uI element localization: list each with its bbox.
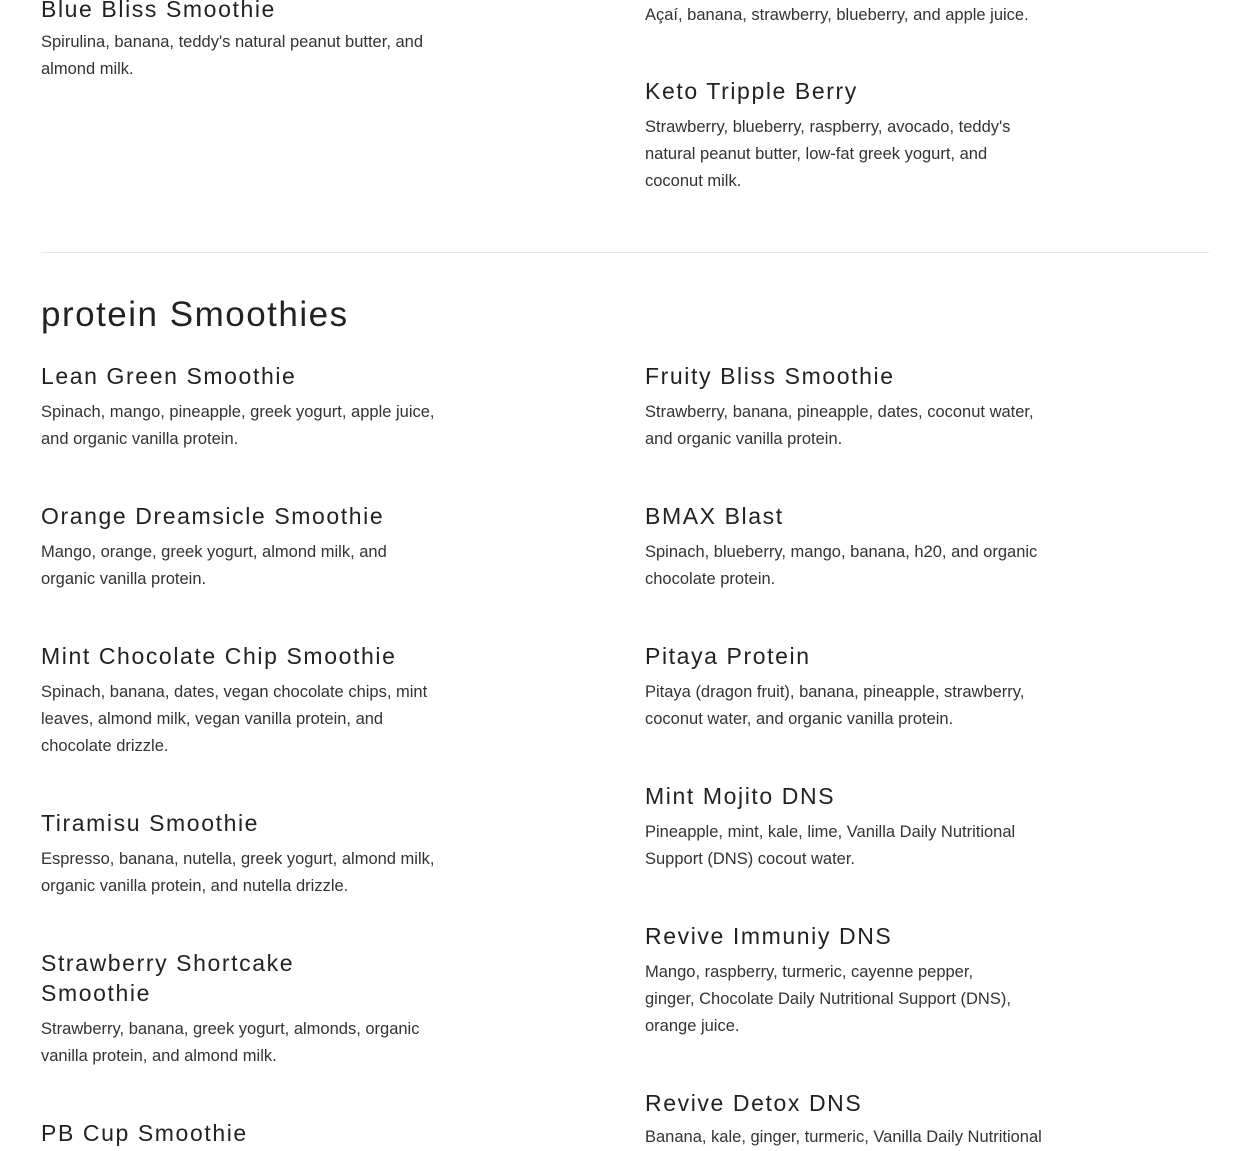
menu-item-blue-bliss (41, 0, 461, 83)
menu-item (645, 361, 1065, 453)
menu-item (645, 921, 1065, 1040)
section-divider (41, 252, 1209, 253)
menu-item (645, 1088, 1065, 1151)
item-description: Strawberry, banana, greek yogurt, almonds, organic vanilla protein, and almond milk. (41, 1020, 420, 1065)
menu-item (41, 948, 461, 1070)
item-description: Spinach, mango, pineapple, greek yogurt, apple juice, and organic vanilla protein. (41, 403, 435, 448)
menu-item (41, 501, 461, 593)
item-description: Pineapple, mint, kale, lime, Vanilla Daily Nutritional Support (DNS) cocout water. (645, 823, 1016, 868)
item-title: PB Cup Smoothie (41, 1120, 248, 1146)
item-description: Spinach, banana, dates, vegan chocolate chips, mint leaves, almond milk, vegan vanilla protein, and chocolate drizzle. (41, 683, 428, 755)
item-title: Mint Mojito DNS (645, 783, 836, 809)
item-title: Strawberry Shortcake Smoothie (41, 950, 295, 1006)
menu-item (41, 361, 461, 453)
menu-item (645, 501, 1065, 593)
item-description: Strawberry, banana, pineapple, dates, coconut water, and organic vanilla protein. (645, 403, 1034, 448)
section-title: protein Smoothies (41, 295, 349, 334)
menu-item (41, 641, 461, 760)
item-description: Açaí, banana, strawberry, blueberry, and apple juice. (645, 6, 1029, 24)
item-title: Keto Tripple Berry (645, 78, 858, 104)
item-title: Pitaya Protein (645, 643, 811, 669)
item-title: BMAX Blast (645, 503, 784, 529)
item-description: Strawberry, blueberry, raspberry, avocado, teddy's natural peanut butter, low-fat greek yogurt, and coconut milk. (645, 118, 1011, 190)
item-description: Spinach, blueberry, mango, banana, h20, and organic chocolate protein. (645, 543, 1038, 588)
item-title: Fruity Bliss Smoothie (645, 363, 895, 389)
item-description: Pitaya (dragon fruit), banana, pineapple, strawberry, coconut water, and organic vanilla protein. (645, 683, 1025, 728)
item-title: Revive Detox DNS (645, 1090, 863, 1116)
menu-item-keto-tripple-berry (645, 76, 1065, 195)
item-title: Orange Dreamsicle Smoothie (41, 503, 385, 529)
item-title: Revive Immuniy DNS (645, 923, 893, 949)
item-title: Blue Bliss Smoothie (41, 0, 276, 22)
menu-item (645, 641, 1065, 733)
item-description: Mango, raspberry, turmeric, cayenne pepper, ginger, Chocolate Daily Nutritional Support (DNS), orange juice. (645, 963, 1011, 1035)
item-description: Mango, orange, greek yogurt, almond milk, and organic vanilla protein. (41, 543, 387, 588)
item-title: Mint Chocolate Chip Smoothie (41, 643, 397, 669)
item-description: Espresso, banana, nutella, greek yogurt, almond milk, organic vanilla protein, and nutella drizzle. (41, 850, 435, 895)
menu-item (645, 781, 1065, 873)
item-description: Banana, kale, ginger, turmeric, Vanilla Daily Nutritional (645, 1128, 1042, 1146)
menu-item (41, 808, 461, 900)
menu-item (41, 1118, 461, 1148)
menu-item-acai (645, 2, 1065, 29)
item-description: Spirulina, banana, teddy's natural peanut butter, and almond milk. (41, 33, 424, 78)
item-title: Lean Green Smoothie (41, 363, 297, 389)
item-title: Tiramisu Smoothie (41, 810, 260, 836)
